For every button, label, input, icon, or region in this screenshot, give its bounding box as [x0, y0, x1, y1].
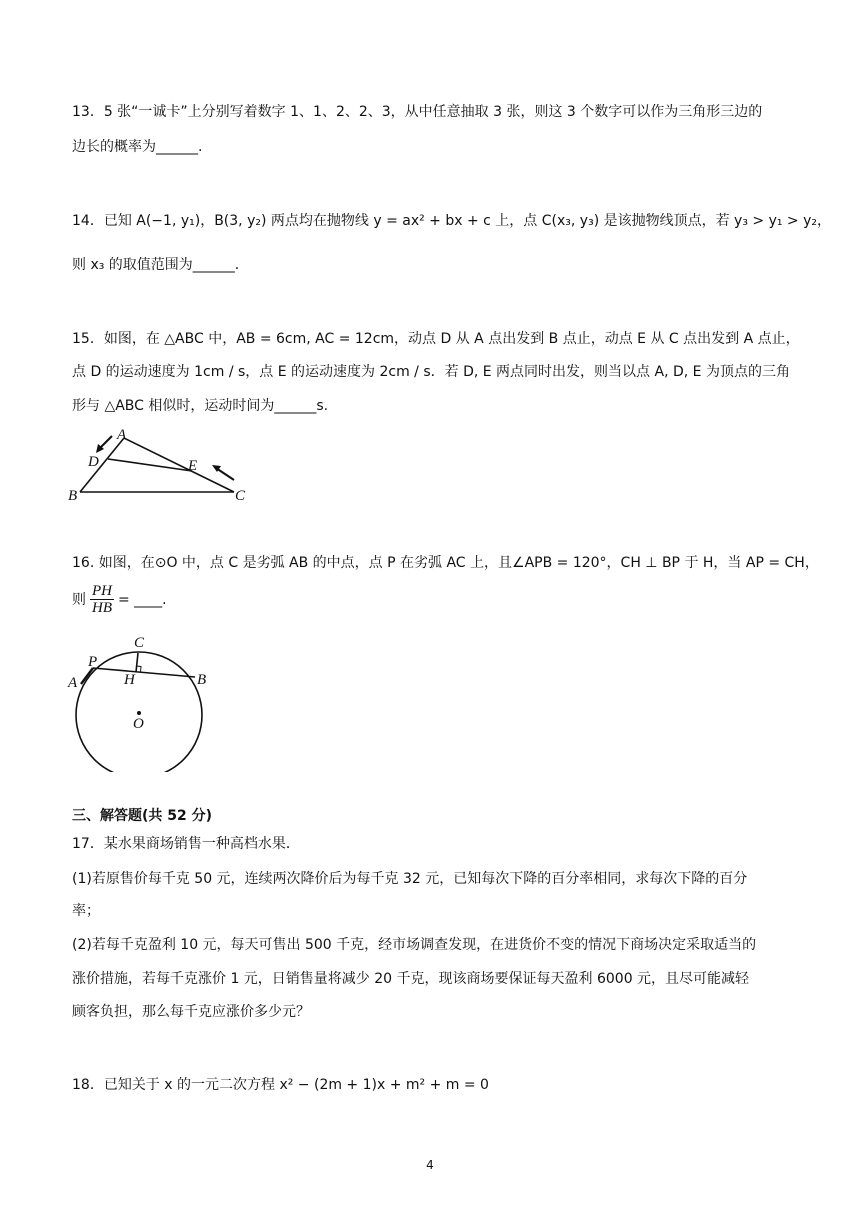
- label-c: C: [235, 488, 246, 504]
- q18-line1: 18．已知关于 x 的一元二次方程 x² − (2m + 1)x + m² + m = 0: [72, 1077, 489, 1093]
- section-title: 三、解答题(共 52 分): [72, 808, 213, 824]
- label-b: B: [197, 672, 207, 688]
- fraction-denominator: HB: [92, 600, 112, 616]
- chord-pb: [93, 668, 195, 677]
- label-d: D: [88, 454, 99, 470]
- q14-line1: 14．已知 A(−1, y₁)，B(3, y₂) 两点均在抛物线 y = ax² + bx + c 上，点 C(x₃, y₃) 是该抛物线顶点，若 y₃ > y₁ > y₂，: [72, 213, 832, 229]
- q17-line5: 涨价措施，若每千克涨价 1 元，日销售量将减少 20 千克，现该商场要保证每天盈利 6000 元，且尽可能减轻: [72, 971, 750, 987]
- arrow-e: [216, 468, 234, 480]
- q17-line4: (2)若每千克盈利 10 元，每天可售出 500 千克，经市场调查发现，在进货价不变的情况下商场决定采取适当的: [72, 937, 757, 953]
- label-e: E: [188, 458, 198, 474]
- segment-ac: [124, 438, 234, 492]
- label-a: A: [117, 427, 127, 443]
- q16-line2: [72, 583, 167, 616]
- q16-line1: 16. 如图，在⊙O 中，点 C 是劣弧 AB 的中点，点 P 在劣弧 AC 上，且∠APB = 120°，CH ⊥ BP 于 H，当 AP = CH，: [72, 555, 819, 571]
- center-dot: [137, 711, 141, 715]
- label-c: C: [134, 635, 145, 651]
- label-a: A: [68, 675, 78, 691]
- fraction-numerator: PH: [92, 583, 112, 599]
- q16-prefix: 则: [72, 591, 86, 608]
- q14-line2: 则 x₃ 的取值范围为______.: [72, 257, 240, 273]
- q13-line2: 边长的概率为______.: [72, 139, 203, 155]
- q15-line3: 形与 △ABC 相似时，运动时间为______s.: [72, 398, 329, 414]
- label-h: H: [124, 672, 135, 688]
- q15-line1: 15．如图，在 △ABC 中，AB = 6cm, AC = 12cm，动点 D 从 A 点出发到 B 点止，动点 E 从 C 点出发到 A 点止，: [72, 331, 800, 347]
- q17-line2: (1)若原售价每千克 50 元，连续两次降价后为每千克 32 元，已知每次下降的百分率相同，求每次下降的百分: [72, 871, 748, 887]
- q15-line2: 点 D 的运动速度为 1cm / s，点 E 的运动速度为 2cm / s．若 D, E 两点同时出发，则当以点 A, D, E 为顶点的三角: [72, 364, 790, 380]
- fraction-ph-hb: [90, 583, 114, 616]
- q17-line1: 17．某水果商场销售一种高档水果．: [72, 836, 300, 852]
- q16-suffix: = ____.: [118, 591, 167, 608]
- label-o: O: [133, 716, 144, 732]
- triangle-figure: [62, 424, 262, 508]
- segment-ch: [136, 653, 138, 672]
- segment-ap: [81, 668, 93, 684]
- page-number: 4: [426, 1158, 434, 1172]
- label-b: B: [68, 488, 78, 504]
- q17-line3: 率；: [72, 903, 100, 919]
- q17-line6: 顾客负担，那么每千克应涨价多少元？: [72, 1004, 310, 1020]
- label-p: P: [88, 654, 98, 670]
- circle-figure: [62, 632, 222, 772]
- q13-line1: 13．5 张“一诚卡”上分别写着数字 1、1、2、2、3，从中任意抽取 3 张，则这 3 个数字可以作为三角形三边的: [72, 104, 763, 120]
